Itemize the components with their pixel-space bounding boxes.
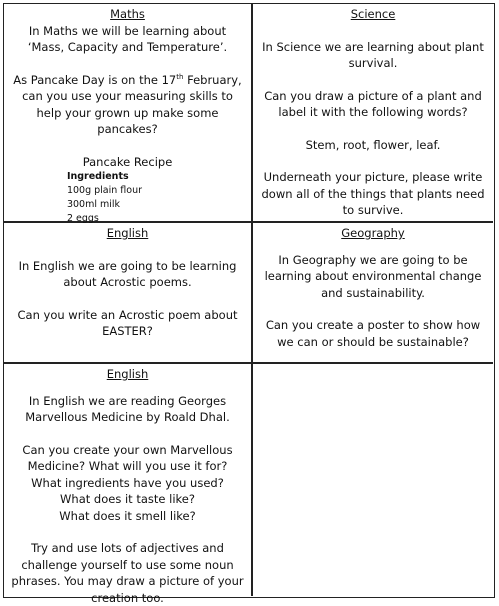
english-acrostic-cell	[4, 223, 251, 362]
ingredient-item: 100g plain flour	[66, 185, 143, 196]
english-medicine-question: Can you create your own Marvellous Medicine? What will you use it for?	[22, 442, 233, 473]
english-medicine-intro: In English we are reading Georges Marvellous Medicine by Roald Dhal.	[25, 393, 230, 424]
science-title: Science	[350, 7, 396, 21]
ingredients-heading: Ingredients	[66, 171, 129, 182]
science-intro: In Science we are learning about plant survival.	[262, 39, 484, 70]
geography-intro: In Geography we are going to be learning about environmental change and sustainability.	[264, 252, 482, 300]
english-medicine-cell	[4, 364, 251, 605]
maths-pancake-pre: As Pancake Day is on the 17	[13, 72, 177, 87]
geography-title: Geography	[341, 226, 405, 240]
maths-title: Maths	[110, 7, 145, 21]
empty-cell	[253, 364, 493, 596]
science-extension: Underneath your picture, please write down all of the things that plants need to survive.	[261, 170, 485, 217]
geography-cell	[253, 223, 493, 362]
maths-cell	[4, 4, 251, 224]
maths-pancake-post: February, can you use your measuring skills to help your grown up make some pancakes?	[22, 72, 242, 136]
recipe-ingredients	[67, 170, 142, 226]
english-title: English	[106, 367, 149, 381]
maths-pancake-sup: th	[176, 72, 184, 81]
recipe-title: Pancake Recipe	[82, 154, 173, 169]
english-medicine-question: What does it smell like?	[59, 508, 196, 523]
science-labels: Stem, root, flower, leaf.	[305, 137, 441, 152]
ingredient-item: 300ml milk	[66, 199, 121, 210]
english-medicine-question: What ingredients have you used?	[31, 475, 224, 490]
english-medicine-question: What does it taste like?	[60, 492, 195, 506]
geography-task: Can you create a poster to show how we can or should be sustainable?	[265, 318, 481, 349]
homework-grid	[3, 3, 495, 605]
english-medicine-challenge: Try and use lots of adjectives and challenge yourself to use some noun phrases. You may draw a picture of your creation too.	[11, 541, 244, 605]
english-acrostic-intro: In English we are going to be learning about Acrostic poems.	[18, 258, 237, 289]
english-acrostic-task: Can you write an Acrostic poem about EASTER?	[17, 307, 238, 338]
maths-intro: In Maths we will be learning about ‘Mass, Capacity and Temperature’.	[27, 23, 228, 54]
maths-pancake-task	[10, 72, 245, 138]
science-task: Can you draw a picture of a plant and label it with the following words?	[264, 88, 482, 119]
english-title: English	[106, 226, 149, 240]
ingredient-item: 2 eggs	[66, 213, 99, 224]
science-cell	[253, 4, 493, 221]
